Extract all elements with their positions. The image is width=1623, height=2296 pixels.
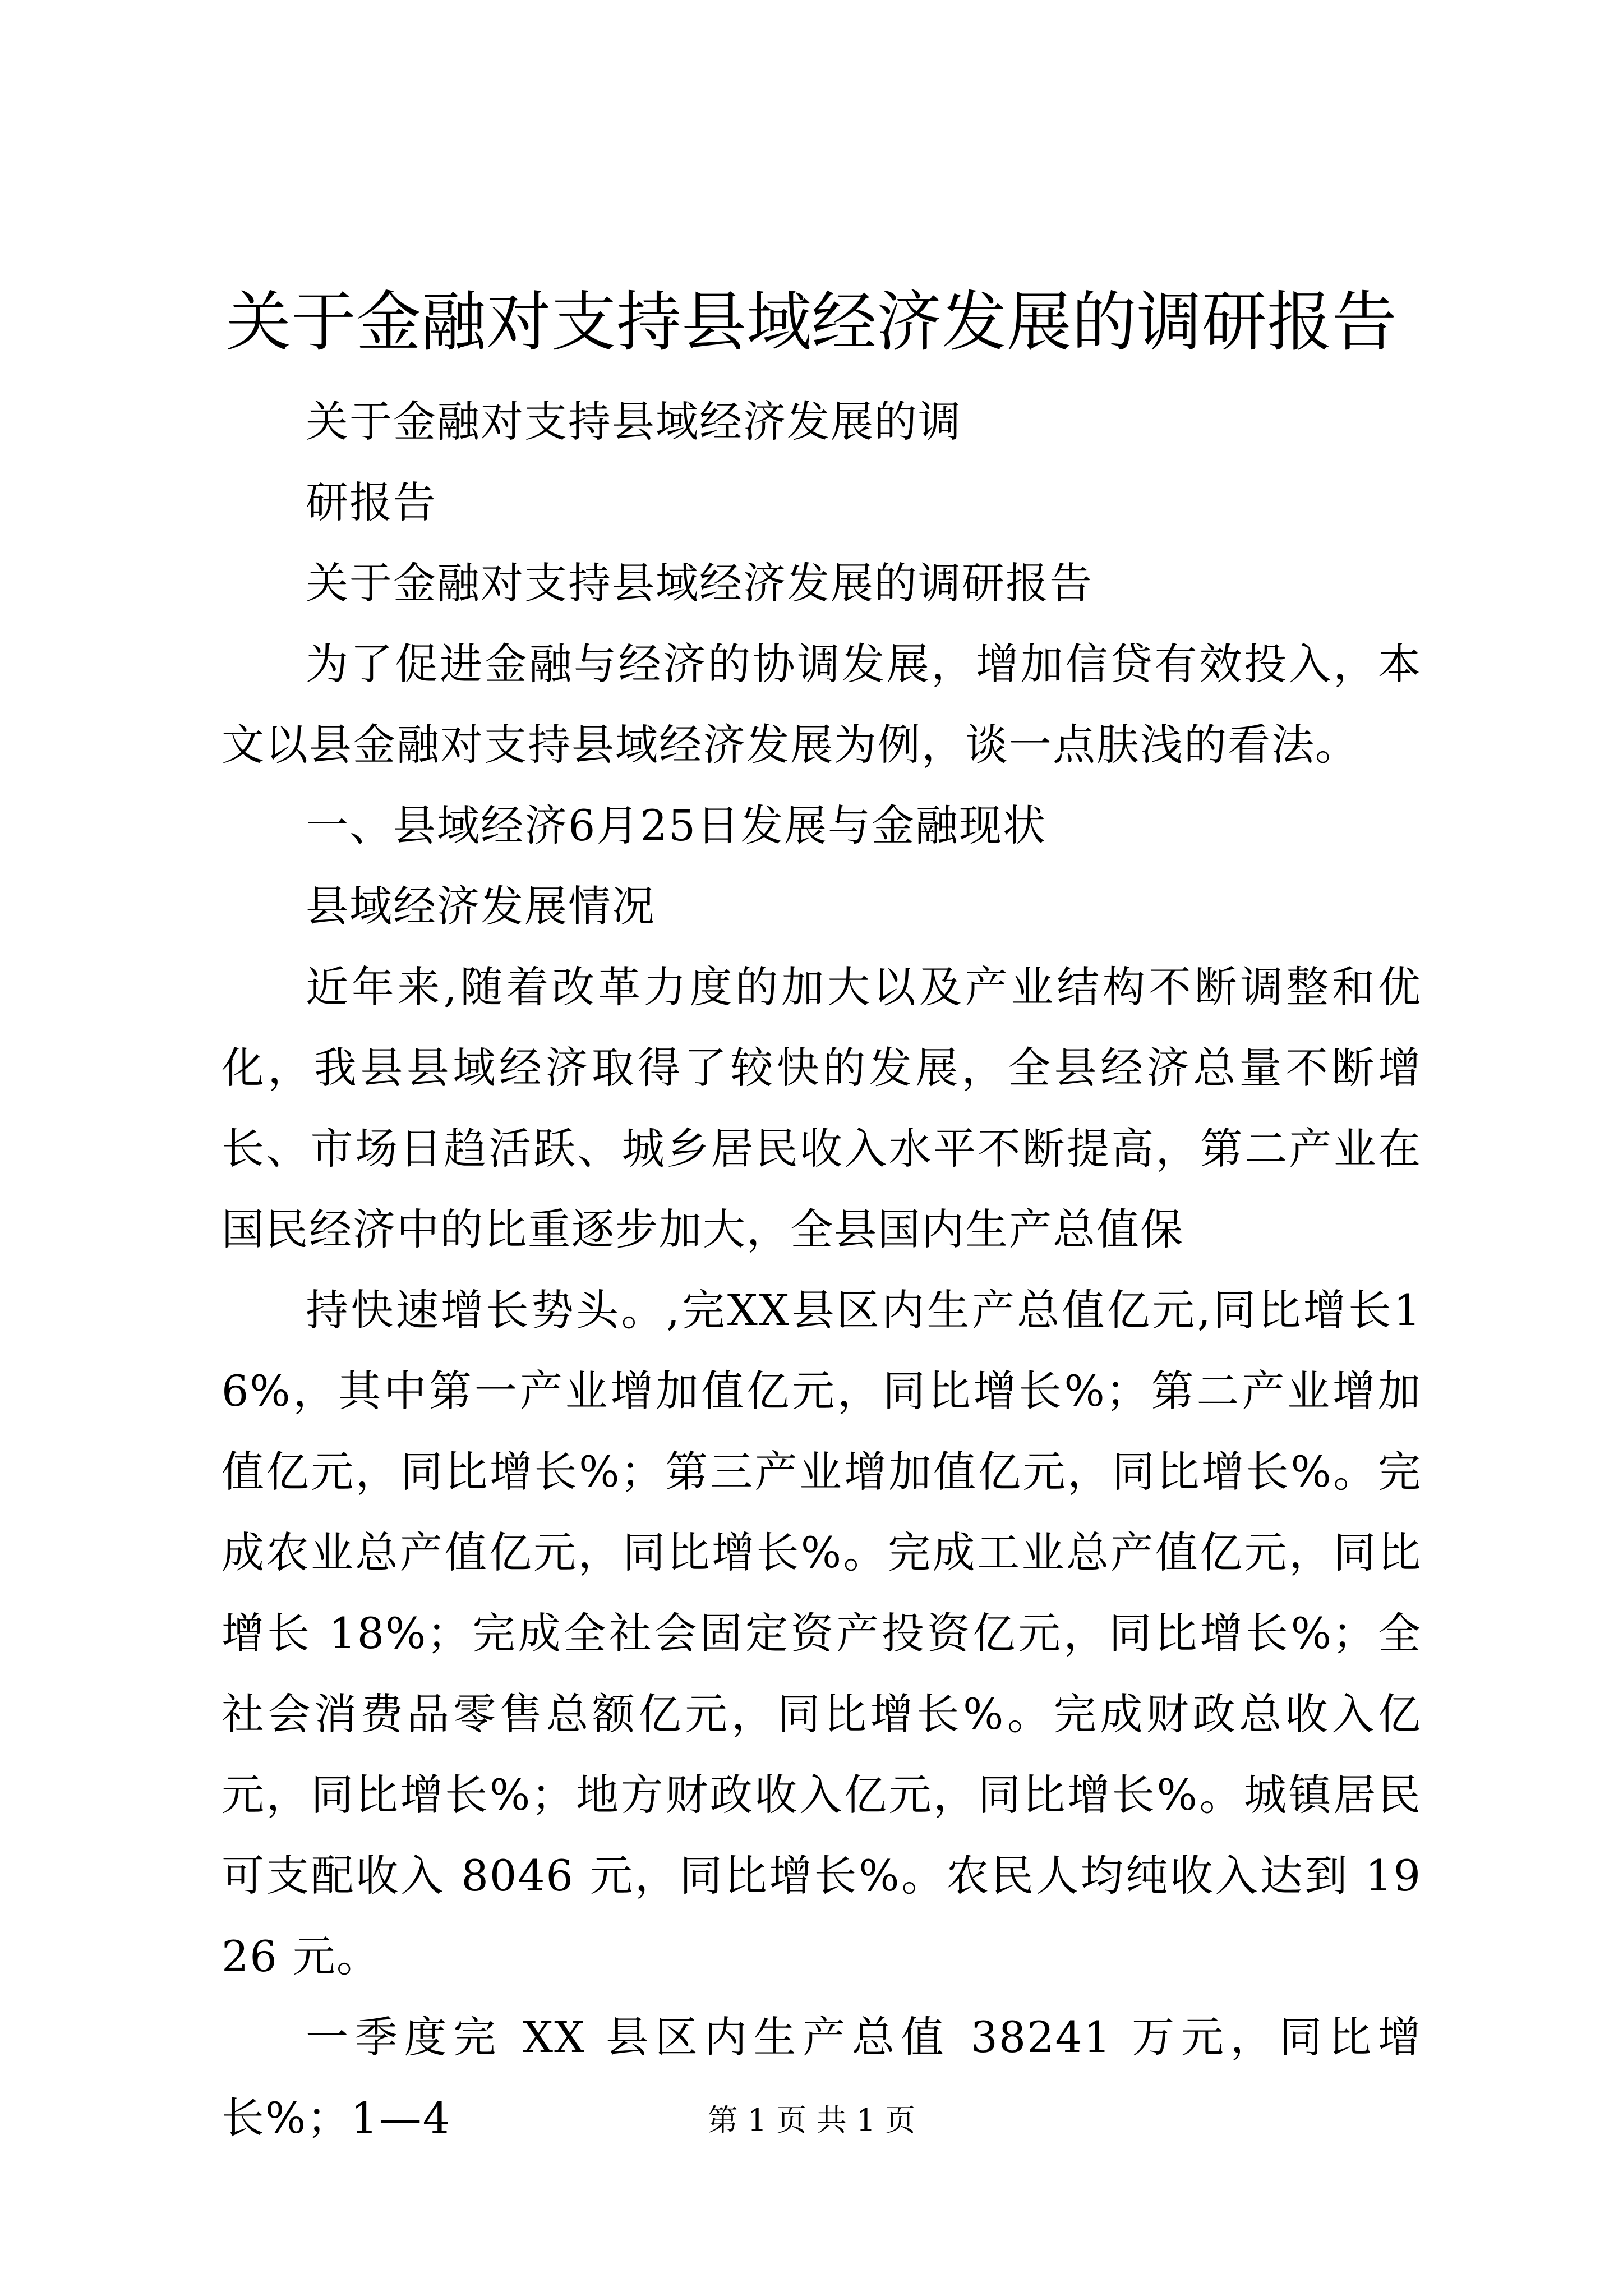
paragraph-first-quarter: 一季度完 XX 县区内生产总值 38241 万元，同比增长%；1—4 xyxy=(222,2012,1422,2143)
paragraph-repeated-title: 关于金融对支持县域经济发展的调研报告 xyxy=(306,558,1093,608)
section-heading-1: 一、县域经济6月25日发展与金融现状 xyxy=(306,800,1047,850)
subsection-heading: 县域经济发展情况 xyxy=(306,881,656,931)
paragraph-subtitle-line-1: 关于金融对支持县域经济发展的调 xyxy=(306,397,962,447)
paragraph-introduction: 为了促进金融与经济的协调发展，增加信贷有效投入，本文以县金融对支持县域经济发展为例，谈一点肤浅的看法。 xyxy=(222,639,1422,770)
document-body xyxy=(222,381,1422,2159)
page-number-footer: 第 1 页 共 1 页 xyxy=(707,2102,916,2138)
paragraph-subtitle-line-2: 研报告 xyxy=(306,477,437,527)
paragraph-economic-statistics: 持快速增长势头。,完XX县区内生产总值亿元,同比增长16%，其中第一产业增加值亿元，同比增长%；第二产业增加值亿元，同比增长%；第三产业增加值亿元，同比增长%。完成农业总产值亿元，同比增长%。完成工业总产值亿元，同比增长 18%；完成全社会固定资产投资亿元，同比增长%；全社会消费品零售总额亿元，同比增长%。完成财政总收入亿元，同比增长%；地方财政收入亿元，同比增长%。城镇居民可支配收入 8046 元，同比增长%。农民人均纯收入达到 1926 元。 xyxy=(222,1285,1422,1981)
paragraph-economic-overview: 近年来,随着改革力度的加大以及产业结构不断调整和优化，我县县域经济取得了较快的发展，全县经济总量不断增长、市场日趋活跃、城乡居民收入水平不断提高，第二产业在国民经济中的比重逐步加大，全县国内生产总值保 xyxy=(222,962,1422,1254)
document-title: 关于金融对支持县域经济发展的调研报告 xyxy=(226,284,1397,360)
